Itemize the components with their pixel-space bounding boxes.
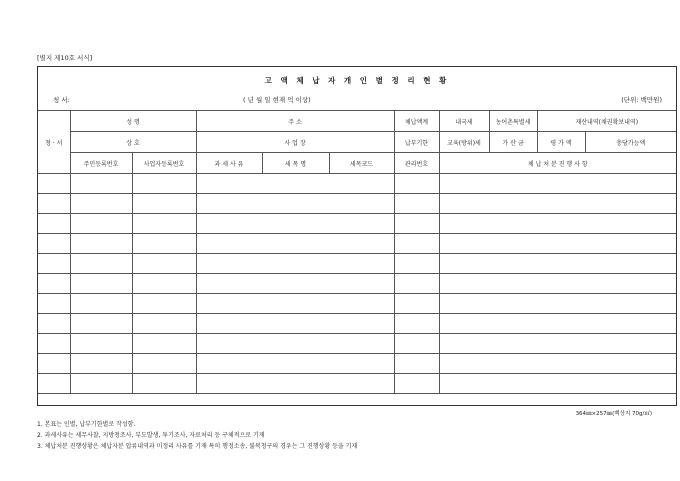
main-table [38, 110, 676, 394]
table-row [38, 174, 676, 194]
table-row [38, 374, 676, 394]
note-item: 1. 본표는 인별, 납부기한별로 작성함. [37, 421, 136, 428]
table-row [38, 214, 676, 234]
table-cell[interactable] [394, 194, 439, 214]
header-trade-name: 상 호 [70, 132, 196, 153]
table-cell[interactable] [70, 254, 132, 274]
unit-label: (단위: 백만원) [621, 96, 662, 104]
table-row [38, 254, 676, 274]
table-cell[interactable] [132, 214, 196, 234]
header-domestic-tax: 내국세 [439, 111, 489, 132]
table-cell[interactable] [394, 354, 439, 374]
table-cell[interactable] [70, 294, 132, 314]
table-cell[interactable] [38, 314, 70, 334]
table-row [38, 314, 676, 334]
table-cell[interactable] [38, 234, 70, 254]
table-cell[interactable] [132, 234, 196, 254]
row-label-office: 청 · 서 [38, 111, 70, 174]
table-row [38, 354, 676, 374]
header-business-number: 사업자등록번호 [132, 153, 196, 174]
table-cell[interactable] [38, 334, 70, 354]
table-cell[interactable] [38, 214, 70, 234]
note-item: 2. 과세사유는 세무사찰, 지방청조사, 부도발생, 투기조사, 자료처리 등 구체적으로 기재 [37, 432, 265, 439]
header-tax-reason: 과 세 사 유 [196, 153, 262, 174]
table-cell[interactable] [70, 314, 132, 334]
table-cell[interactable] [196, 274, 394, 294]
table-cell[interactable] [132, 314, 196, 334]
header-management-number: 관리번호 [394, 153, 439, 174]
header-row-1 [38, 111, 676, 132]
table-cell[interactable] [38, 354, 70, 374]
table-cell[interactable] [132, 194, 196, 214]
form-label: [별지 제10호 서식] [37, 54, 93, 62]
table-cell[interactable] [439, 374, 676, 394]
table-cell[interactable] [439, 314, 676, 334]
header-row-2 [38, 132, 676, 153]
header-education-tax: 교육(방위)세 [439, 132, 489, 153]
table-cell[interactable] [394, 314, 439, 334]
table-cell[interactable] [196, 314, 394, 334]
info-row [38, 95, 676, 107]
header-row-3 [38, 153, 676, 174]
date-line: ( 년 월 일 현재 억 이상) [243, 96, 311, 104]
table-cell[interactable] [394, 294, 439, 314]
table-cell[interactable] [70, 174, 132, 194]
office-label: 청 서: [53, 96, 70, 104]
table-cell[interactable] [38, 294, 70, 314]
header-property: 재산내역(채권확보내역) [537, 111, 676, 132]
table-cell[interactable] [70, 214, 132, 234]
table-cell[interactable] [132, 354, 196, 374]
table-row [38, 294, 676, 314]
table-cell[interactable] [439, 214, 676, 234]
table-row [38, 194, 676, 214]
table-cell[interactable] [196, 194, 394, 214]
table-cell[interactable] [132, 334, 196, 354]
table-cell[interactable] [439, 294, 676, 314]
table-cell[interactable] [439, 354, 676, 374]
header-rural-tax: 농어촌특별세 [489, 111, 537, 132]
table-cell[interactable] [132, 174, 196, 194]
table-cell[interactable] [132, 294, 196, 314]
table-row [38, 334, 676, 354]
table-cell[interactable] [38, 254, 70, 274]
table-cell[interactable] [132, 254, 196, 274]
table-cell[interactable] [38, 274, 70, 294]
header-name: 성 명 [70, 111, 196, 132]
table-cell[interactable] [196, 354, 394, 374]
header-tax-item: 세 목 명 [262, 153, 329, 174]
header-appraised-value: 평 가 액 [537, 132, 585, 153]
table-cell[interactable] [70, 274, 132, 294]
table-cell[interactable] [439, 174, 676, 194]
form-sheet [37, 66, 677, 406]
table-cell[interactable] [394, 274, 439, 294]
table-cell[interactable] [196, 334, 394, 354]
header-due-date: 납부기한 [394, 132, 439, 153]
table-cell[interactable] [70, 194, 132, 214]
table-cell[interactable] [439, 334, 676, 354]
table-cell[interactable] [394, 234, 439, 254]
note-item: 3. 체납처분 진행상황은 체납자분 압류내역과 미정리 사유를 기재 특히 행정소송, 불복청구의 경우는 그 진행상황 등을 기재 [37, 443, 358, 450]
table-cell[interactable] [439, 194, 676, 214]
header-disposition-status: 체 납 처 분 진 행 사 항 [439, 153, 676, 174]
table-cell[interactable] [38, 174, 70, 194]
notes [37, 419, 357, 452]
header-tax-code: 세목코드 [329, 153, 394, 174]
table-cell[interactable] [132, 374, 196, 394]
header-address: 주 소 [196, 111, 394, 132]
header-arrears-total: 체납액계 [394, 111, 439, 132]
table-cell[interactable] [70, 334, 132, 354]
table-cell[interactable] [70, 354, 132, 374]
table-cell[interactable] [196, 254, 394, 274]
table-cell[interactable] [196, 234, 394, 254]
table-cell[interactable] [70, 374, 132, 394]
table-cell[interactable] [394, 214, 439, 234]
header-resident-number: 주민등록번호 [70, 153, 132, 174]
table-cell[interactable] [394, 374, 439, 394]
paper-size-note: 364㎜×257㎜(백상지 70g/㎡) [575, 411, 652, 417]
table-cell[interactable] [196, 374, 394, 394]
table-cell[interactable] [394, 254, 439, 274]
table-cell[interactable] [196, 174, 394, 194]
table-cell[interactable] [394, 174, 439, 194]
table-cell[interactable] [196, 294, 394, 314]
table-row [38, 234, 676, 254]
table-row [38, 274, 676, 294]
table-cell[interactable] [38, 374, 70, 394]
table-cell[interactable] [38, 194, 70, 214]
table-cell[interactable] [439, 274, 676, 294]
header-allocatable: 충당가능액 [585, 132, 676, 153]
table-cell[interactable] [196, 214, 394, 234]
table-cell[interactable] [394, 334, 439, 354]
form-title: 고 액 체 납 자 개 인 별 정 리 현 황 [264, 76, 450, 85]
table-cell[interactable] [439, 254, 676, 274]
table-cell[interactable] [70, 234, 132, 254]
header-surcharge: 가 산 금 [489, 132, 537, 153]
table-cell[interactable] [132, 274, 196, 294]
table-cell[interactable] [439, 234, 676, 254]
header-business-place: 사 업 장 [196, 132, 394, 153]
